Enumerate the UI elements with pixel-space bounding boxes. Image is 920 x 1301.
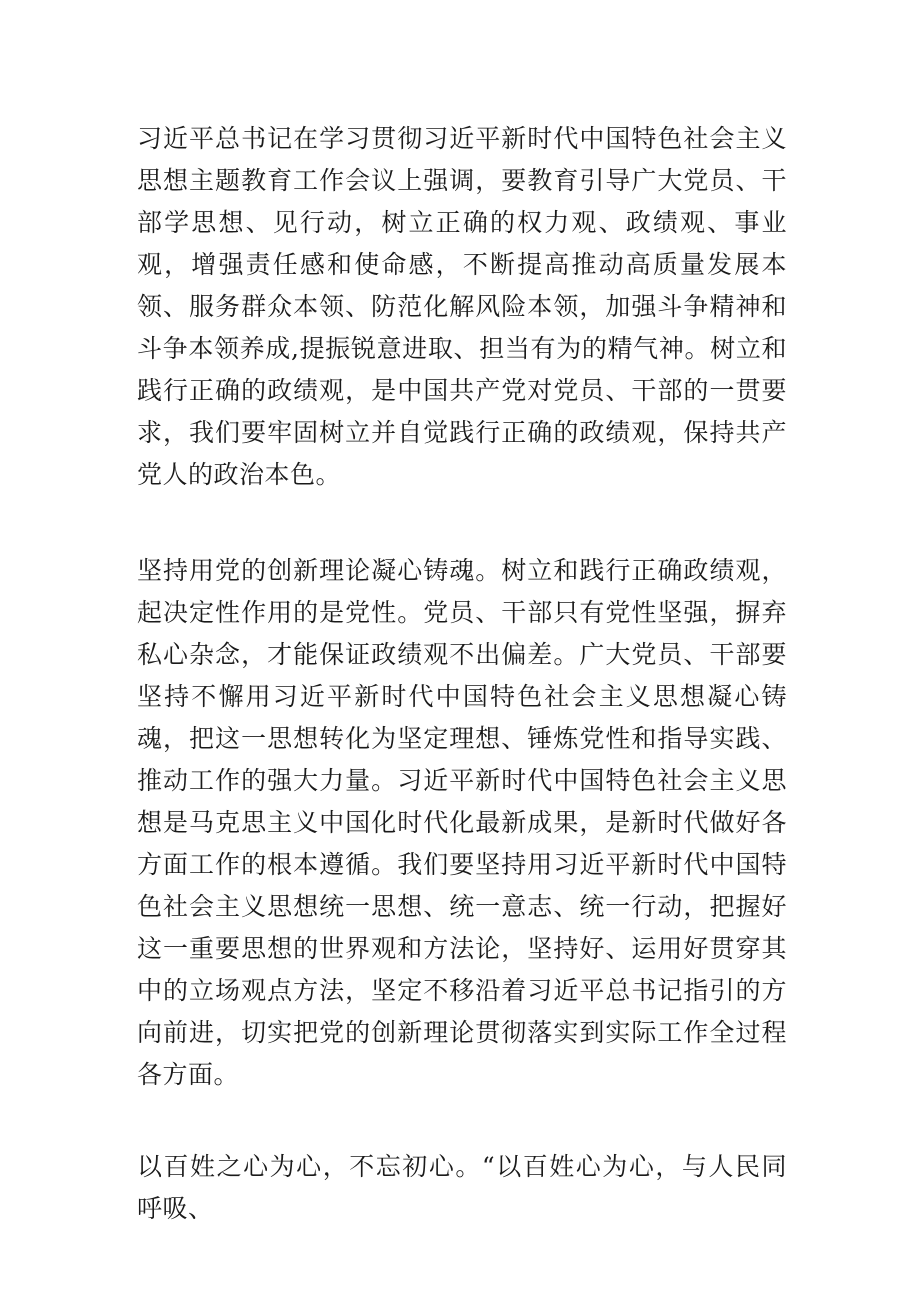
paragraph-party-theory: 坚持用党的创新理论凝心铸魂。树立和践行正确政绩观，起决定性作用的是党性。党员、干部只有党性坚强，摒弃私心杂念，才能保证政绩观不出偏差。广大党员、干部要坚持不懈用习近平新时代中国特色社会主义思想凝心铸魂，把这一思想转化为坚定理想、锤炼党性和指导实践、推动工作的强大力量。习近平新时代中国特色社会主义思想是马克思主义中国化时代化最新成果，是新时代做好各方面工作的根本遵循。我们要坚持用习近平新时代中国特色社会主义思想统一思想、统一意志、统一行动，把握好这一重要思想的世界观和方法论，坚持好、运用好贯穿其中的立场观点方法，坚定不移沿着习近平总书记指引的方向前进，切实把党的创新理论贯彻落实到实际工作全过程各方面。 xyxy=(137,556,787,1089)
paragraph-intro: 习近平总书记在学习贯彻习近平新时代中国特色社会主义思想主题教育工作会议上强调，要教育引导广大党员、干部学思想、见行动，树立正确的权力观、政绩观、事业观，增强责任感和使命感，不断提高推动高质量发展本领、服务群众本领、防范化解风险本领，加强斗争精神和斗争本领养成,提振锐意进取、担当有为的精气神。树立和践行正确的政绩观，是中国共产党对党员、干部的一贯要求，我们要牢固树立并自觉践行正确的政绩观，保持共产党人的政治本色。 xyxy=(137,124,787,489)
paragraph-people-heart: 以百姓之心为心，不忘初心。“以百姓心为心，与人民同呼吸、 xyxy=(137,1152,787,1223)
